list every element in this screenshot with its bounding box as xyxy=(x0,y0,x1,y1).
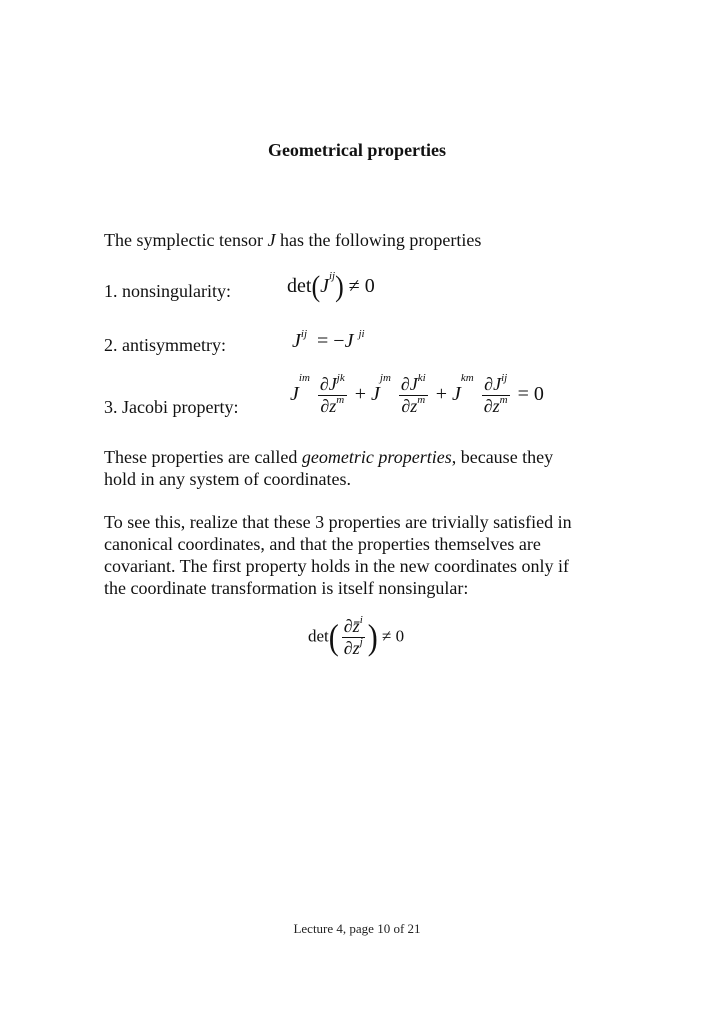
property-3-formula: $J^{im}$ $\frac{\partial J^{jk}}{\partial z^m}$ + $J^{jm}$ $\frac{\partial J^{ki}}{\partial z^m}$ + $J^{km}$ $\frac{\partial J^{ij}}{\partial z^m}$ = 0 xyxy=(290,372,544,416)
page-footer: Lecture 4, page 10 of 21 xyxy=(293,921,421,936)
property-3-label: 3. Jacobi property: xyxy=(104,397,239,417)
not-equal-zero: ≠ 0 xyxy=(348,275,375,297)
jacobian-det-formula: det( $\frac{\partial z̄^i}{\partial z^j}$ ) ≠ 0 xyxy=(308,614,405,658)
property-2-label: 2. antisymmetry: xyxy=(104,335,226,355)
emphasis: geometric properties xyxy=(301,447,452,467)
property-2-formula: $J^{ij} = -J$ $^{ji}$ xyxy=(292,328,365,352)
property-1-formula: $\det(J^{ij}) \ne 0$ xyxy=(287,269,375,304)
paragraph-covariance: To see this, realize that these 3 properties are trivially satisfied in canonical coordinates, and that the properties themselves are covariant. The first property holds in the new coordinates only if the coordinate transformation is itself nonsingular: xyxy=(104,512,572,598)
det-operator: det xyxy=(287,275,312,297)
intro-symbol: J xyxy=(267,230,276,250)
intro-before: The symplectic tensor xyxy=(104,230,268,250)
fraction: $\frac{\partial J^{ki}}{\partial z^m}$ xyxy=(400,372,426,416)
fraction: $\frac{\partial J^{jk}}{\partial z^m}$ xyxy=(319,372,345,416)
intro-after: has the following properties xyxy=(275,230,482,250)
paragraph-geometric: These properties are called geometric properties, because they hold in any system of coordinates. xyxy=(104,447,554,489)
page-title: Geometrical properties xyxy=(267,140,447,160)
fraction: $\frac{\partial z̄^i}{\partial z^j}$ xyxy=(343,614,363,658)
symbol-J: J xyxy=(320,275,329,297)
fraction: $\frac{\partial J^{ij}}{\partial z^m}$ xyxy=(483,372,508,416)
property-1-label: 1. nonsingularity: xyxy=(104,281,231,301)
intro-text xyxy=(104,229,481,251)
det-operator: det xyxy=(308,626,329,646)
